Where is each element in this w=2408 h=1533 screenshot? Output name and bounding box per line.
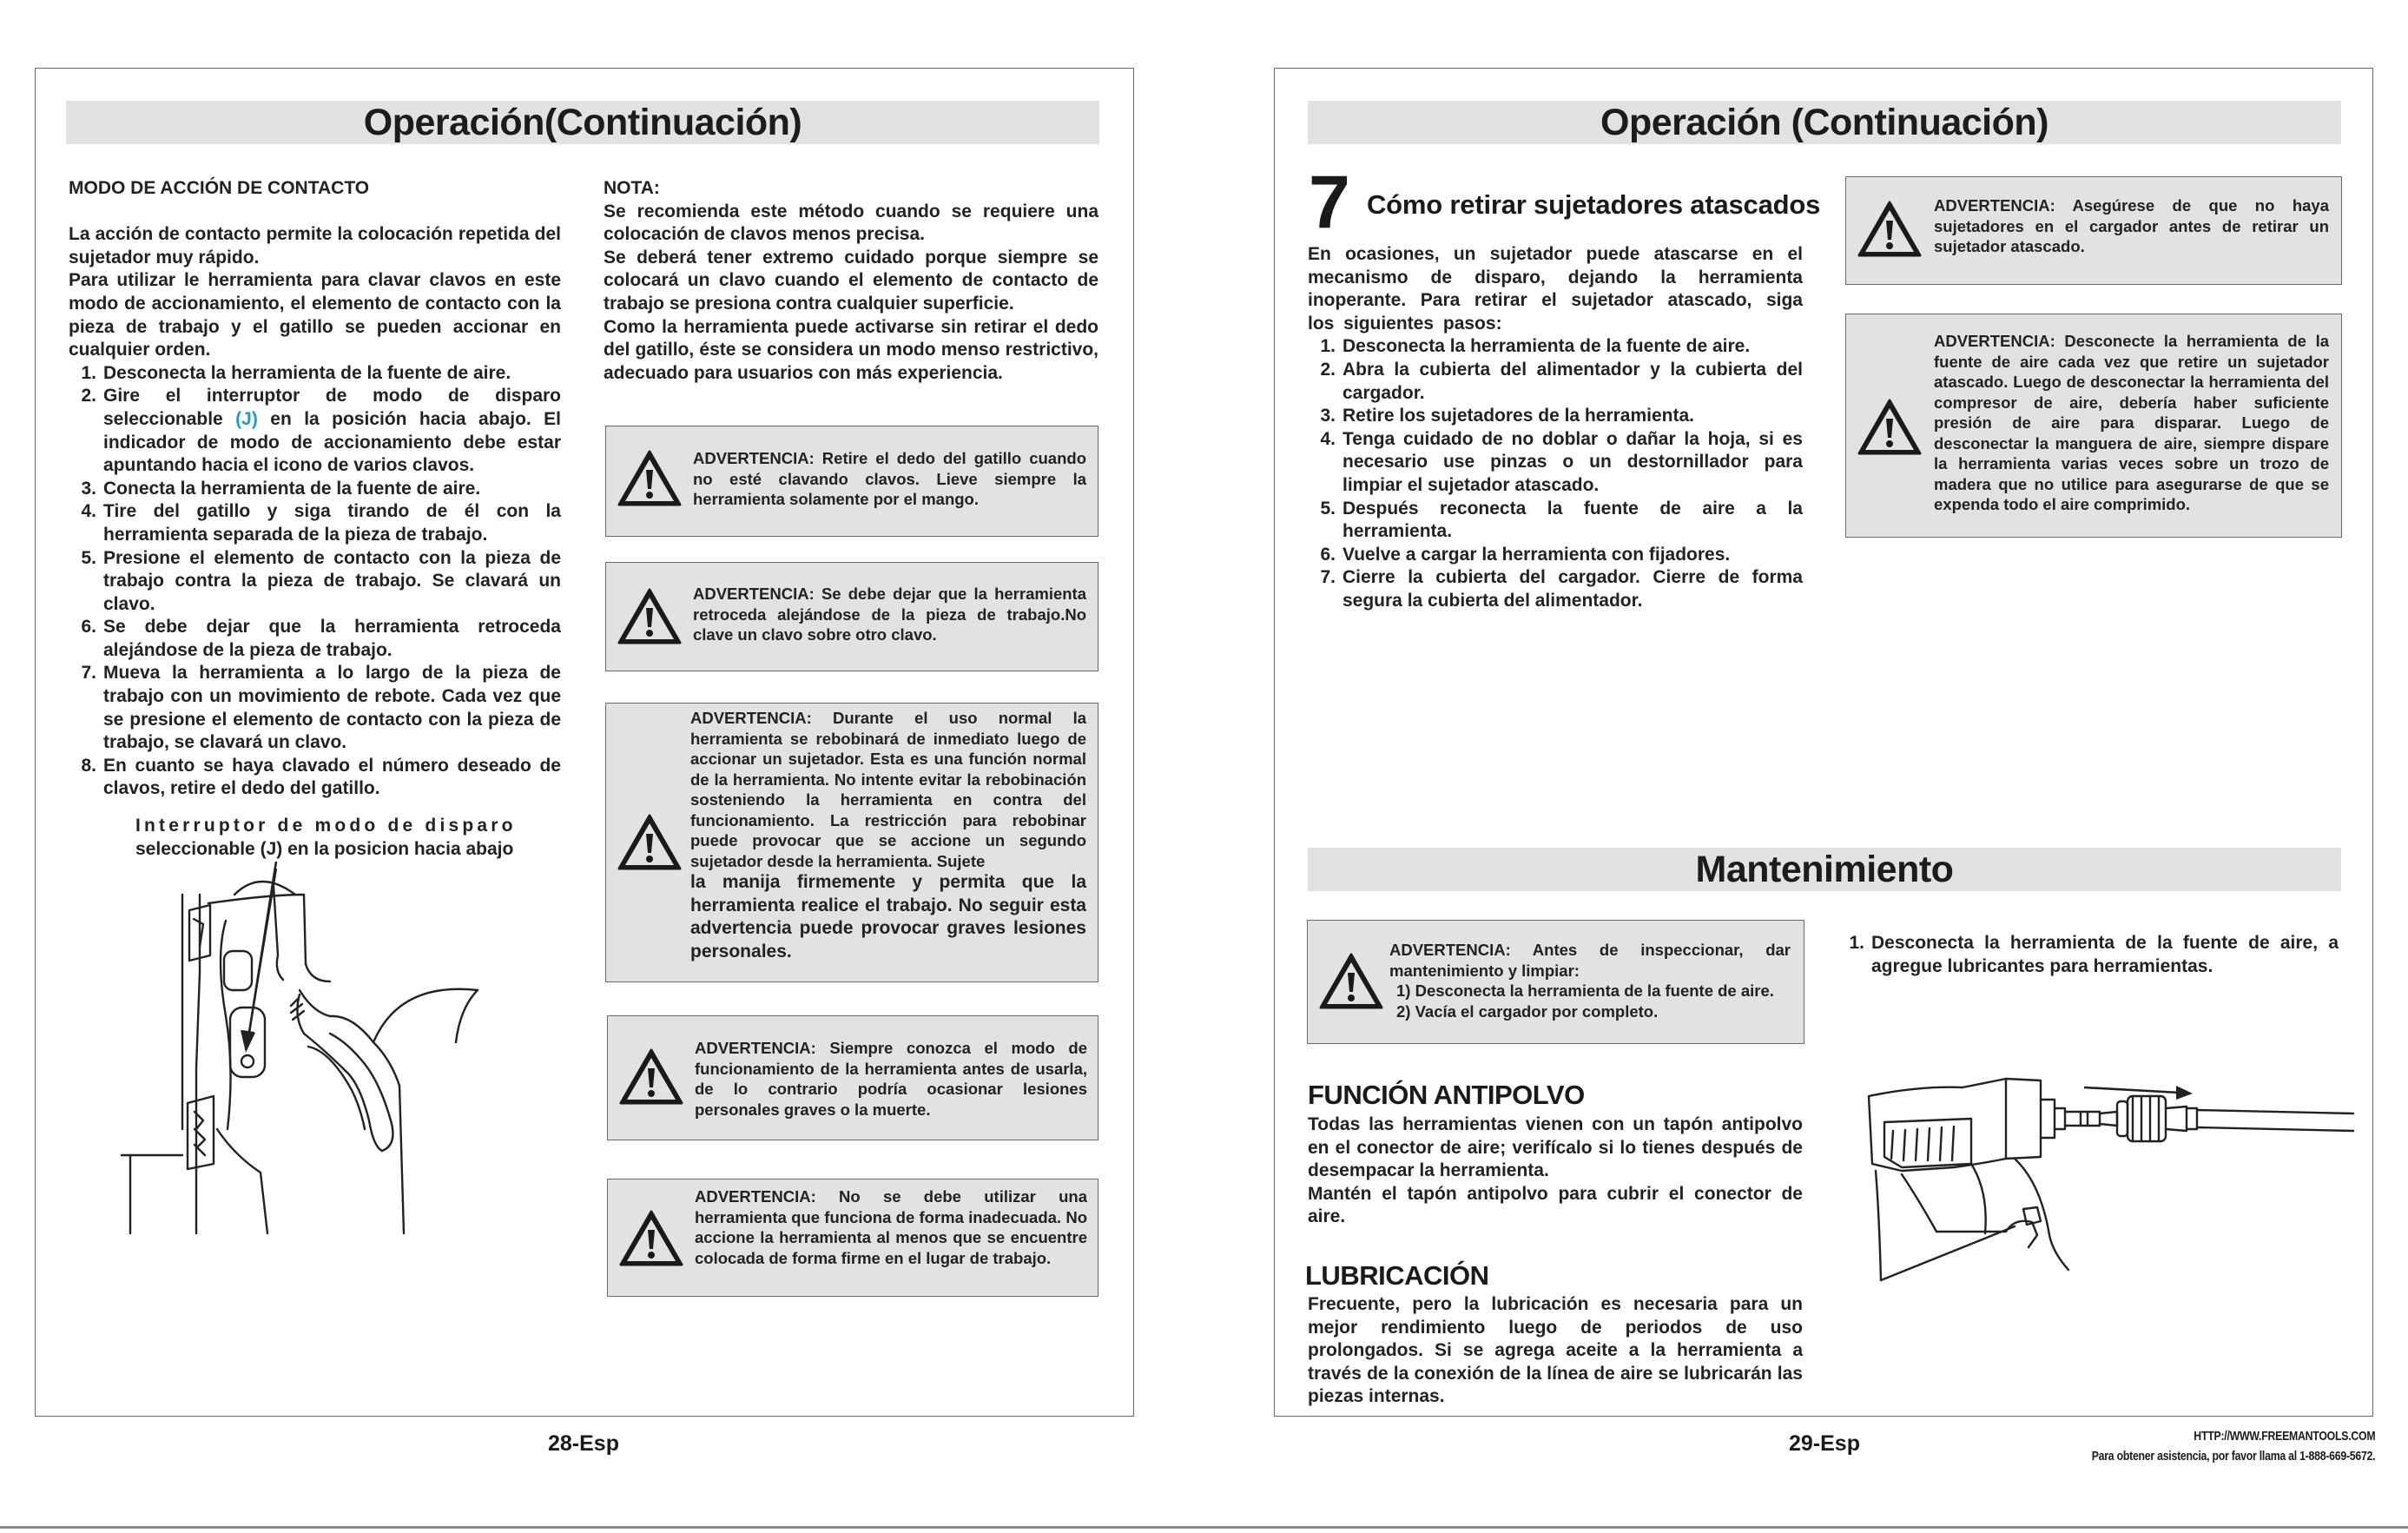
warning-triangle-icon xyxy=(1318,952,1384,1011)
warning-text: ADVERTENCIA: No se debe utilizar una herramienta que funciona de forma inadecuada. No accione la herramienta al menos que se encuentre colocada de forma firme en el lugar de trabajo. xyxy=(695,1187,1087,1267)
jam-intro: En ocasiones, un sujetador puede atascarse en el mecanismo de disparo, dejando la herramienta inoperante. Para retirar el sujetador atascado, siga los siguientes pasos: xyxy=(1308,244,1803,334)
warning-box xyxy=(607,1015,1098,1140)
right-page-number: 29-Esp xyxy=(1789,1431,1860,1456)
contact-mode-section xyxy=(69,177,561,801)
maint-warning-head: ADVERTENCIA: Antes de inspeccionar, dar mantenimiento y limpiar: xyxy=(1389,941,1791,980)
list-item: 1. Desconecta la herramienta de la fuente de aire. xyxy=(81,362,511,383)
list-item: 2. Abra la cubierta del alimentador y la cubierta del cargador. xyxy=(1320,359,1803,403)
maint-warning-2: 2) Vacía el cargador por completo. xyxy=(1396,1001,1659,1021)
contact-mode-heading: MODO DE ACCIÓN DE CONTACTO xyxy=(69,178,370,198)
figure-caption xyxy=(135,815,518,861)
list-item: 3. Conecta la herramienta de la fuente de aire. xyxy=(81,478,481,499)
maint-step-list xyxy=(1837,932,2339,978)
list-item: 3. Retire los sujetadores de la herramienta. xyxy=(1320,406,1694,426)
warning-text: ADVERTENCIA: Desconecte la herramienta de la fuente de aire cada vez que retire un sujetador atascado. Luego de desconectar la herramienta del compresor de aire, debería haber suficiente presión de aire para disparar. Luego de desconectar la manguera de aire, siempre dispare la herramienta varias veces sobre un trozo de madera que no utilice para asegurarse de que se expenda todo el aire comprimido. xyxy=(1934,332,2329,513)
warning-text xyxy=(690,708,1086,963)
warning-triangle-icon xyxy=(1857,200,1923,259)
list-item: 4. Tenga cuidado de no doblar o dañar la hoja, si es necesario use pinzas o un destornillador para limpiar el sujetador atascado. xyxy=(1320,428,1803,495)
warning-box xyxy=(1845,176,2342,285)
lube-section xyxy=(1308,1293,1803,1409)
maintenance-title: Mantenimiento xyxy=(1308,848,2341,891)
step-heading: Cómo retirar sujetadores atascados xyxy=(1367,189,1821,220)
note-label: NOTA: xyxy=(604,178,660,198)
left-page-number: 28-Esp xyxy=(548,1431,619,1456)
lube-text: Frecuente, pero la lubricación es necesaria para un mejor rendimiento luego de periodos de uso prolongados. Si se agrega aceite a la herramienta a través de la conexión de la línea de aire se lubricarán las piezas internas. xyxy=(1308,1294,1803,1407)
left-page-title: Operación(Continuación) xyxy=(66,101,1099,144)
nailer-trigger-illustration xyxy=(113,869,547,1251)
list-item: 6. Se debe dejar que la herramienta retroceda alejándose de la pieza de trabajo. xyxy=(81,617,561,660)
note-text-2: Se deberá tener extremo cuidado porque siempre se colocará un clavo cuando el elemento de contacto de trabajo se presiona contra cualquier superficie. xyxy=(604,247,1098,314)
list-item: 7. Cierre la cubierta del cargador. Cierre de forma segura la cubierta del alimentador. xyxy=(1320,567,1803,611)
warning-text xyxy=(1389,940,1791,1021)
warning-box xyxy=(605,703,1098,982)
warning-box xyxy=(1845,314,2342,538)
maint-warning-1: 1) Desconecta la herramienta de la fuente de aire. xyxy=(1396,981,1774,1000)
dust-text-2: Mantén el tapón antipolvo para cubrir el conector de aire. xyxy=(1308,1183,1803,1227)
air-connector-illustration xyxy=(1867,1061,2353,1287)
figure-caption-line-2: seleccionable (J) en la posicion hacia abajo xyxy=(135,838,514,859)
figure-caption-line-1: Interruptor de modo de disparo xyxy=(135,816,517,836)
list-item: 1. Desconecta la herramienta de la fuente de aire, a agregue lubricantes para herramientas. xyxy=(1849,933,2339,976)
list-item: 2. Gire el interruptor de modo de disparo seleccionable (J) en la posición hacia abajo. El indicador de modo de accionamiento debe estar apuntando hacia el icono de varios clavos. xyxy=(81,386,561,476)
warning-box xyxy=(607,1179,1098,1297)
list-item: 6. Vuelve a cargar la herramienta con fijadores. xyxy=(1320,544,1731,565)
warning-triangle-icon xyxy=(1857,398,1923,457)
list-item: 5. Después reconecta la fuente de aire a la herramienta. xyxy=(1320,498,1803,542)
contact-mode-intro-2: Para utilizar le herramienta para clavar clavos en este modo de accionamiento, el elemento de contacto con la pieza de trabajo y el gatillo se pueden accionar en cualquier orden. xyxy=(69,270,561,360)
warning-text: ADVERTENCIA: Se debe dejar que la herramienta retroceda alejándose de la pieza de trabajo.No clave un clavo sobre otro clavo. xyxy=(693,585,1086,644)
list-item: 1. Desconecta la herramienta de la fuente de aire. xyxy=(1320,336,1751,357)
warning-text: ADVERTENCIA: Retire el dedo del gatillo cuando no esté clavando clavos. Lieve siempre la herramienta solamente por el mango. xyxy=(693,449,1086,508)
list-item: 5. Presione el elemento de contacto con la pieza de trabajo contra la pieza de trabajo. Se clavará un clavo. xyxy=(81,547,561,614)
warning-triangle-icon xyxy=(618,1047,684,1107)
warning-triangle-icon xyxy=(617,587,683,646)
contact-mode-intro-1: La acción de contacto permite la colocación repetida del sujetador muy rápido. xyxy=(69,224,561,268)
note-section xyxy=(604,177,1098,385)
contact-info xyxy=(2091,1426,2375,1466)
list-item: 4. Tire del gatillo y siga tirando de él con la herramienta separada de la pieza de trabajo. xyxy=(81,501,561,545)
bottom-divider xyxy=(0,1526,2408,1529)
warning-triangle-icon xyxy=(617,813,683,872)
warning-triangle-icon xyxy=(618,1209,684,1268)
maint-steps xyxy=(1837,932,2339,978)
note-text-3: Como la herramienta puede activarse sin retirar el dedo del gatillo, éste se considera un modo menso restrictivo, adecuado para usuarios con más experiencia. xyxy=(604,316,1098,383)
warning-box xyxy=(605,562,1098,671)
warning-box xyxy=(605,426,1098,537)
dust-text-1: Todas las herramientas vienen con un tapón antipolvo en el conector de aire; verifícalo si lo tienes después de desempacar la herramienta. xyxy=(1308,1114,1803,1181)
warning-text: ADVERTENCIA: Asegúrese de que no haya sujetadores en el cargador antes de retirar un sujetador atascado. xyxy=(1934,196,2329,255)
website-link[interactable]: HTTP://WWW.FREEMANTOOLS.COM xyxy=(2193,1429,2375,1444)
dust-section xyxy=(1308,1113,1803,1229)
note-text-1: Se recomienda este método cuando se requiere una colocación de clavos menos precisa. xyxy=(604,201,1098,245)
step-number: 7 xyxy=(1309,161,1350,244)
dust-heading: FUNCIÓN ANTIPOLVO xyxy=(1308,1080,1585,1110)
list-item: 8. En cuanto se haya clavado el número deseado de clavos, retire el dedo del gatillo. xyxy=(81,755,561,799)
right-page-title: Operación (Continuación) xyxy=(1308,101,2341,144)
warning-triangle-icon xyxy=(617,449,683,508)
maintenance-warning-box xyxy=(1307,920,1804,1044)
jam-removal-section xyxy=(1308,243,1803,613)
warning-text-large: la manija firmemente y permita que la herramienta realice el trabajo. No seguir esta advertencia puede provocar graves lesiones personales. xyxy=(690,872,1086,961)
switch-j-label: (J) xyxy=(235,408,258,429)
jam-steps xyxy=(1308,335,1803,612)
contact-mode-steps xyxy=(69,362,561,801)
assistance-text: Para obtener asistencia, por favor llama al 1-888-669-5672. xyxy=(2091,1449,2375,1464)
warning-text: ADVERTENCIA: Siempre conozca el modo de funcionamiento de la herramienta antes de usarla, de lo contrario podría ocasionar lesiones personales graves o la muerte. xyxy=(695,1039,1087,1119)
warning-text-small: ADVERTENCIA: Durante el uso normal la herramienta se rebobinará de inmediato luego de accionar un sujetador. Esta es una función normal de la herramienta. No intente evitar la rebobinación sosteniendo la herramienta en contra del funcionamiento. La restricción para rebobinar puede provocar que se accione un segundo sujetador desde la herramienta. Sujete xyxy=(690,709,1086,870)
list-item: 7. Mueva la herramienta a lo largo de la pieza de trabajo con un movimiento de rebote. Cada vez que se presione el elemento de contacto con la pieza de trabajo, se clavará un clavo. xyxy=(81,663,561,753)
lube-heading: LUBRICACIÓN xyxy=(1305,1260,1489,1291)
pointer-arrow-icon xyxy=(234,860,287,1060)
